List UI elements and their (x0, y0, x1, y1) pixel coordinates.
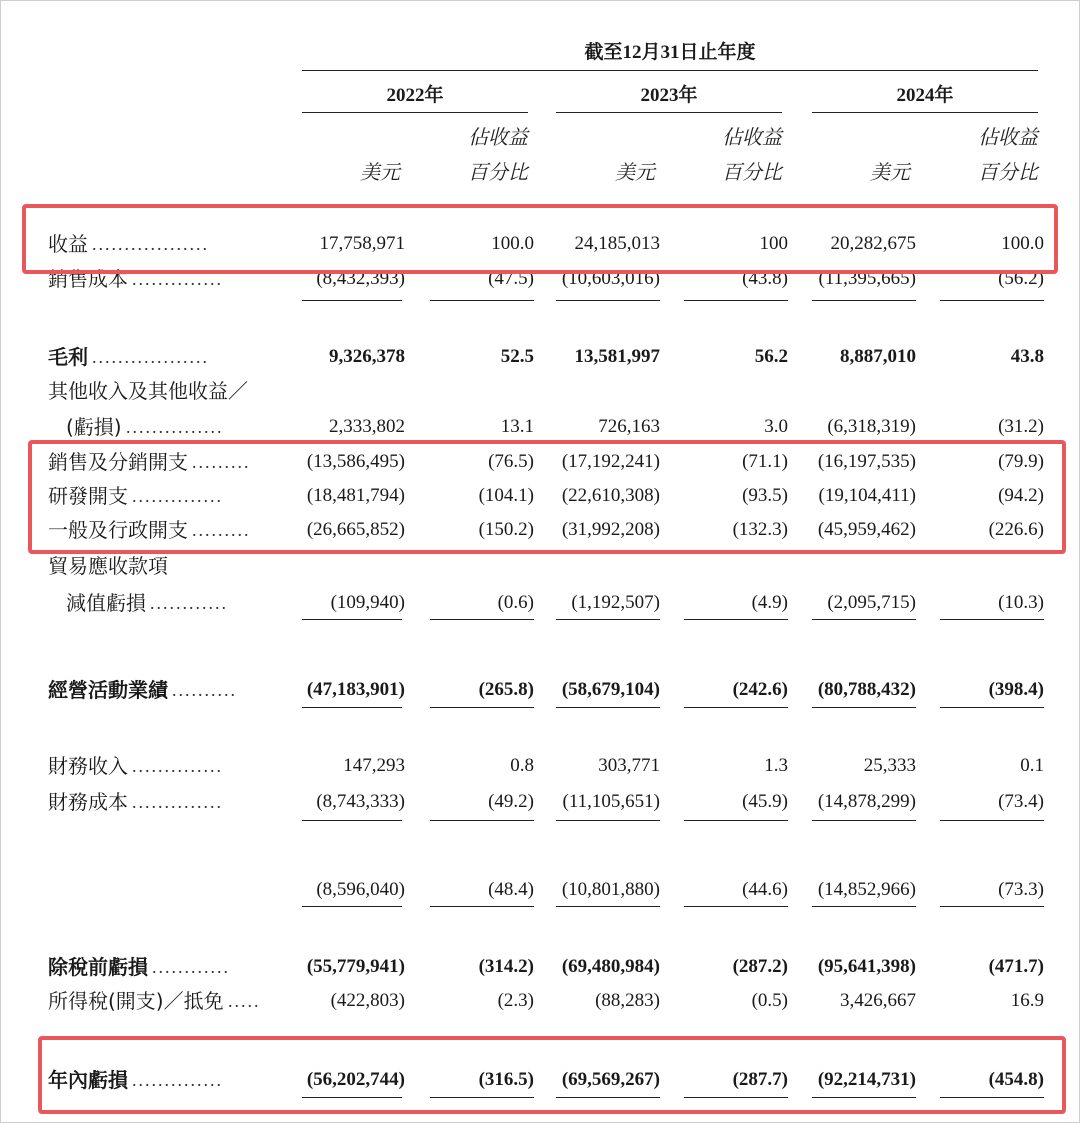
cell-pct-2022 (414, 375, 534, 407)
cell-pct-2023: (287.2) (732, 956, 788, 977)
row-label: 經營活動業績 (48, 678, 168, 702)
cell-pct-2024: 100.0 (1001, 233, 1044, 254)
row-leader-dots: .............. (132, 486, 223, 506)
table-row-general-admin (0, 514, 1080, 546)
cell-usd-2023: (69,480,984) (561, 956, 660, 977)
row-label: 其他收入及其他收益／ (48, 379, 248, 403)
subtotal-rule (684, 300, 788, 301)
row-leader-dots: ......... (192, 452, 251, 472)
cell-usd-2024 (796, 375, 916, 407)
cell-usd-2022 (285, 375, 405, 407)
col-pct2-2023: 百分比 (722, 162, 782, 184)
cell-usd-2022: (422,803) (330, 990, 405, 1011)
row-label: 研發開支 (48, 484, 128, 508)
cell-usd-2024: (19,104,411) (818, 485, 916, 506)
row-leader-dots: .................. (92, 234, 209, 254)
subtotal-rule (940, 300, 1044, 301)
subtotal-rule (556, 1097, 660, 1098)
cell-pct-2023: 56.2 (754, 346, 788, 367)
row-label: 銷售及分銷開支 (48, 450, 188, 474)
cell-usd-2024: (6,318,319) (827, 416, 916, 437)
cell-pct-2023: (287.7) (732, 1069, 788, 1090)
subtotal-rule (940, 619, 1044, 620)
table-row-revenue (0, 228, 1080, 260)
cell-usd-2022: (26,665,852) (306, 519, 405, 540)
cell-pct-2024: (73.4) (998, 791, 1044, 812)
cell-pct-2024 (924, 375, 1044, 407)
row-label: 一般及行政開支 (48, 518, 188, 542)
table-row-operating-result (0, 674, 1080, 706)
subtotal-rule (302, 707, 402, 708)
subtotal-rule (940, 1097, 1044, 1098)
cell-usd-2023: (31,992,208) (561, 519, 660, 540)
cell-usd-2024: 3,426,667 (840, 990, 916, 1011)
subtotal-rule (302, 1097, 402, 1098)
table-row-gross-profit (0, 341, 1080, 373)
subtotal-rule (556, 619, 660, 620)
period-title: 截至12月31日止年度 (584, 42, 756, 63)
cell-usd-2024 (796, 550, 916, 582)
cell-usd-2022: (47,183,901) (306, 679, 405, 700)
cell-usd-2023: (22,610,308) (561, 485, 660, 506)
cell-pct-2023: 100 (759, 233, 788, 254)
cell-pct-2024: (79.9) (998, 451, 1044, 472)
cell-pct-2023: (45.9) (742, 791, 788, 812)
subtotal-rule (940, 906, 1044, 907)
cell-pct-2022: (76.5) (488, 451, 534, 472)
table-row-other-income (0, 375, 1080, 407)
row-leader-dots: .............. (132, 792, 223, 812)
col-pct1-2024: 佔收益 (978, 127, 1038, 149)
year-rule-2024 (812, 112, 1038, 113)
subtotal-rule (684, 906, 788, 907)
subtotal-rule (556, 707, 660, 708)
cell-pct-2022: (314.2) (478, 956, 534, 977)
cell-pct-2022: (47.5) (488, 268, 534, 289)
subtotal-rule (556, 906, 660, 907)
cell-pct-2023: (43.8) (742, 268, 788, 289)
table-row-loss-for-year (0, 1064, 1080, 1096)
col-usd-2024: 美元 (870, 162, 910, 184)
cell-usd-2022: (18,481,794) (306, 485, 405, 506)
cell-pct-2024: (398.4) (988, 679, 1044, 700)
cell-usd-2022 (285, 550, 405, 582)
table-row-other-income-loss (0, 411, 1080, 443)
cell-pct-2022 (414, 550, 534, 582)
col-pct2-2024: 百分比 (978, 162, 1038, 184)
row-label: 所得稅(開支)／抵免 (48, 989, 224, 1013)
year-header-2023: 2023年 (640, 85, 698, 106)
cell-usd-2022: (13,586,495) (306, 451, 405, 472)
cell-usd-2023: (10,603,016) (561, 268, 660, 289)
subtotal-rule (684, 619, 788, 620)
table-row-selling-distribution (0, 446, 1080, 478)
cell-pct-2024: (226.6) (988, 519, 1044, 540)
cell-usd-2024: (11,395,665) (818, 268, 916, 289)
cell-usd-2024: (45,959,462) (817, 519, 916, 540)
cell-usd-2022: (8,743,333) (316, 791, 405, 812)
cell-usd-2022: 147,293 (343, 755, 405, 776)
period-rule (302, 70, 1038, 71)
cell-pct-2023: 3.0 (764, 416, 788, 437)
cell-usd-2022: (55,779,941) (306, 956, 405, 977)
table-row-finance-net (0, 874, 1080, 906)
cell-usd-2024: 25,333 (863, 755, 916, 776)
row-label: 財務成本 (48, 790, 128, 814)
subtotal-rule (684, 820, 788, 821)
cell-pct-2022: (150.2) (478, 519, 534, 540)
subtotal-rule (430, 820, 534, 821)
subtotal-rule (812, 300, 916, 301)
subtotal-rule (430, 1097, 534, 1098)
cell-pct-2023: (93.5) (742, 485, 788, 506)
subtotal-rule (812, 619, 916, 620)
cell-usd-2024: (2,095,715) (827, 592, 916, 613)
subtotal-rule (812, 906, 916, 907)
subtotal-rule (684, 1097, 788, 1098)
cell-usd-2023: (10,801,880) (561, 879, 660, 900)
row-leader-dots: ............ (152, 957, 230, 977)
cell-pct-2022: (0.6) (497, 592, 534, 613)
row-leader-dots: .............. (132, 269, 223, 289)
subtotal-rule (940, 820, 1044, 821)
cell-usd-2023: 13,581,997 (574, 346, 660, 367)
year-header-2024: 2024年 (896, 85, 954, 106)
table-row-income-tax (0, 985, 1080, 1017)
row-label: 收益 (48, 232, 88, 256)
row-leader-dots: ......... (192, 520, 251, 540)
cell-usd-2023: (17,192,241) (561, 451, 660, 472)
table-row-impairment-loss (0, 587, 1080, 619)
cell-pct-2023: (0.5) (751, 990, 788, 1011)
cell-pct-2023 (668, 375, 788, 407)
subtotal-rule (556, 300, 660, 301)
row-label: (虧損) (66, 415, 122, 439)
subtotal-rule (430, 300, 534, 301)
subtotal-rule (940, 707, 1044, 708)
cell-usd-2022: (8,432,393) (316, 268, 405, 289)
cell-usd-2024: (95,641,398) (817, 956, 916, 977)
col-pct1-2023: 佔收益 (722, 127, 782, 149)
cell-pct-2022: (265.8) (478, 679, 534, 700)
row-leader-dots: .................. (92, 347, 209, 367)
cell-usd-2023: (69,569,267) (561, 1069, 660, 1090)
row-label: 除稅前虧損 (48, 955, 148, 979)
cell-usd-2024: (80,788,432) (817, 679, 916, 700)
table-row-trade-receivables (0, 550, 1080, 582)
subtotal-rule (302, 619, 402, 620)
cell-pct-2024: (31.2) (998, 416, 1044, 437)
cell-usd-2024: 20,282,675 (830, 233, 916, 254)
cell-pct-2022: (48.4) (488, 879, 534, 900)
cell-usd-2023 (540, 375, 660, 407)
subtotal-rule (812, 1097, 916, 1098)
cell-pct-2023 (668, 550, 788, 582)
subtotal-rule (430, 707, 534, 708)
row-leader-dots: .............. (132, 1070, 223, 1090)
cell-pct-2024: 0.1 (1020, 755, 1044, 776)
year-header-2022: 2022年 (386, 85, 444, 106)
cell-pct-2022: (316.5) (478, 1069, 534, 1090)
col-pct2-2022: 百分比 (468, 162, 528, 184)
cell-pct-2022: 52.5 (500, 346, 534, 367)
cell-usd-2022: 9,326,378 (329, 346, 405, 367)
cell-usd-2024: (14,878,299) (817, 791, 916, 812)
table-row-rnd-expense (0, 480, 1080, 512)
subtotal-rule (684, 707, 788, 708)
cell-usd-2023: (11,105,651) (562, 791, 660, 812)
row-leader-dots: ..... (228, 991, 261, 1011)
subtotal-rule (812, 707, 916, 708)
cell-pct-2024: (10.3) (998, 592, 1044, 613)
row-label: 減值虧損 (66, 591, 146, 615)
cell-usd-2023: (1,192,507) (571, 592, 660, 613)
cell-pct-2023: (71.1) (742, 451, 788, 472)
cell-pct-2024: (94.2) (998, 485, 1044, 506)
cell-pct-2024: (471.7) (988, 956, 1044, 977)
row-label: 銷售成本 (48, 267, 128, 291)
cell-usd-2023: (88,283) (595, 990, 660, 1011)
cell-usd-2024: 8,887,010 (840, 346, 916, 367)
cell-usd-2022: 17,758,971 (319, 233, 405, 254)
cell-usd-2023: 726,163 (598, 416, 660, 437)
subtotal-rule (812, 820, 916, 821)
row-label: 年內虧損 (48, 1068, 128, 1092)
row-leader-dots: .......... (172, 680, 237, 700)
cell-usd-2022: (56,202,744) (306, 1069, 405, 1090)
row-label: 財務收入 (48, 754, 128, 778)
cell-pct-2023: (242.6) (732, 679, 788, 700)
cell-pct-2023: (4.9) (751, 592, 788, 613)
row-leader-dots: .............. (132, 756, 223, 776)
cell-usd-2023 (540, 550, 660, 582)
table-row-finance-cost (0, 786, 1080, 818)
cell-pct-2024: (454.8) (988, 1069, 1044, 1090)
col-pct1-2022: 佔收益 (468, 127, 528, 149)
subtotal-rule (302, 300, 402, 301)
cell-usd-2024: (92,214,731) (817, 1069, 916, 1090)
col-usd-2023: 美元 (615, 162, 655, 184)
subtotal-rule (430, 619, 534, 620)
cell-pct-2022: (49.2) (488, 791, 534, 812)
cell-pct-2024: 43.8 (1010, 346, 1044, 367)
year-rule-2022 (302, 112, 528, 113)
col-usd-2022: 美元 (360, 162, 400, 184)
table-row-finance-income (0, 750, 1080, 782)
cell-pct-2022: 13.1 (500, 416, 534, 437)
cell-usd-2024: (14,852,966) (817, 879, 916, 900)
cell-pct-2024: 16.9 (1010, 990, 1044, 1011)
cell-pct-2022: 100.0 (491, 233, 534, 254)
subtotal-rule (302, 906, 402, 907)
row-label: 貿易應收款項 (48, 554, 168, 578)
cell-usd-2023: (58,679,104) (561, 679, 660, 700)
cell-usd-2022: (8,596,040) (316, 879, 405, 900)
subtotal-rule (430, 906, 534, 907)
cell-usd-2023: 303,771 (598, 755, 660, 776)
row-leader-dots: ............ (150, 593, 228, 613)
subtotal-rule (556, 820, 660, 821)
year-rule-2023 (556, 112, 782, 113)
cell-pct-2024: (73.3) (998, 879, 1044, 900)
cell-pct-2023: 1.3 (764, 755, 788, 776)
cell-usd-2024: (16,197,535) (817, 451, 916, 472)
cell-pct-2024: (56.2) (998, 268, 1044, 289)
cell-pct-2024 (924, 550, 1044, 582)
table-row-cost-of-sales (0, 263, 1080, 295)
table-row-loss-before-tax (0, 951, 1080, 983)
cell-pct-2022: (104.1) (478, 485, 534, 506)
cell-pct-2022: (2.3) (497, 990, 534, 1011)
cell-pct-2023: (132.3) (732, 519, 788, 540)
row-label: 毛利 (48, 345, 88, 369)
cell-usd-2022: 2,333,802 (329, 416, 405, 437)
cell-usd-2022: (109,940) (330, 592, 405, 613)
row-leader-dots: ............... (126, 417, 224, 437)
cell-pct-2022: 0.8 (510, 755, 534, 776)
cell-pct-2023: (44.6) (742, 879, 788, 900)
subtotal-rule (302, 820, 402, 821)
cell-usd-2023: 24,185,013 (574, 233, 660, 254)
